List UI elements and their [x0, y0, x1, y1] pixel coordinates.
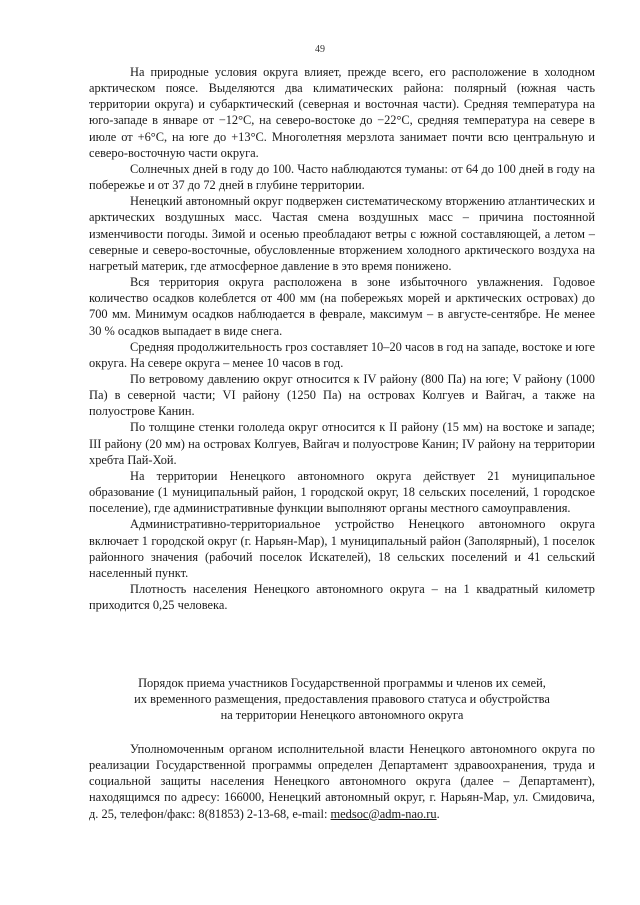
- closing-section: [89, 741, 595, 822]
- paragraph-sunny-days: Солнечных дней в году до 100. Часто наблюдаются туманы: от 64 до 100 дней в году на побережье и от 37 до 72 дней в глубине территории.: [89, 161, 595, 193]
- paragraph-administrative-structure: Административно-территориальное устройство Ненецкого автономного округа включает 1 городской округ (г. Нарьян-Мар), 1 муниципальный район (Заполярный), 1 поселок районного значения (рабочий поселок Искателей), 18 сельских поселений и 41 сельский населенный пункт.: [89, 517, 595, 580]
- paragraph-population-density: Плотность населения Ненецкого автономного округа – на 1 квадратный километр приходится 0,25 человека.: [89, 582, 595, 613]
- paragraph-authorized-body: [89, 741, 595, 822]
- paragraph-municipalities: На территории Ненецкого автономного округа действует 21 муниципальное образование (1 муниципальный район, 1 городской округ, 18 сельских поселений, 1 городское поселение), где административные функции выполняют органы местного самоуправления.: [89, 468, 595, 516]
- paragraph-air-masses: Ненецкий автономный округ подвержен систематическому вторжению атлантических и арктических воздушных масс. Частая смена воздушных масс – причина постоянной изменчивости погоды. Зимой и осенью преобладают ветры с южной составляющей, а летом – северные и северо-восточные, обусловленные вторжением холодного арктического воздуха на нагретый материк, где атмосферное давление в это время понижено.: [89, 194, 595, 273]
- paragraph-ice-thickness: По толщине стенки гололеда округ относится к II району (15 мм) на востоке и западе; III району (20 мм) на островах Колгуев, Вайгач и полуострове Канин; IV району на территории хребта Пай-Хой.: [89, 420, 595, 467]
- paragraph-thunderstorms: Средняя продолжительность гроз составляет 10–20 часов в год на западе, востоке и юге округа. На севере округа – менее 10 часов в год.: [89, 339, 595, 370]
- page-number: 49: [315, 44, 325, 55]
- section-heading-line: на территории Ненецкого автономного округа: [220, 708, 464, 723]
- authorized-body-text: Уполномоченным органом исполнительной власти Ненецкого автономного округа по реализации Государственной программы определен Департамент здравоохранения, труда и социальной защиты населения Ненецкого автономного округа (далее – Департамент), находящимся по адресу: 166000, Ненецкий автономный округ, г. Нарьян-Мар, ул. Смидовича, д. 25, телефон/факс: 8(81853) 2-13-68, e-mail:: [89, 742, 595, 821]
- paragraph-climate-zones: На природные условия округа влияет, прежде всего, его расположение в холодном арктическом поясе. Выделяются два климатических района: полярный (южная часть территории округа) и субарктический (северная и восточная части). Средняя температура на юго-западе в январе от −12°С, на северо-востоке до −22°С, средняя температура на севере в июле от +6°С, на юге до +13°С. Многолетняя мерзлота занимает почти всю центральную и северо-восточную части округа.: [89, 65, 595, 160]
- closing-period: .: [436, 806, 440, 821]
- body-text: [89, 64, 595, 613]
- section-heading-line: Порядок приема участников Государственной программы и членов их семей,: [138, 676, 546, 690]
- paragraph-precipitation: Вся территория округа расположена в зоне избыточного увлажнения. Годовое количество осадков колеблется от 400 мм (на побережьях морей и арктических островах) до 700 мм. Минимум осадков наблюдается в феврале, максимум – в августе-сентябре. Не менее 30 % осадков выпадает в виде снега.: [89, 275, 595, 338]
- email-link[interactable]: medsoc@adm-nao.ru: [330, 806, 437, 821]
- section-heading-line: их временного размещения, предоставления правового статуса и обустройства: [134, 692, 550, 707]
- paragraph-wind-pressure: По ветровому давлению округ относится к IV району (800 Па) на юге; V району (1000 Па) в северной части; VI району (1250 Па) на островах Колгуев и Вайгач, а также на полуострове Канин.: [89, 371, 595, 419]
- section-heading: [89, 675, 595, 723]
